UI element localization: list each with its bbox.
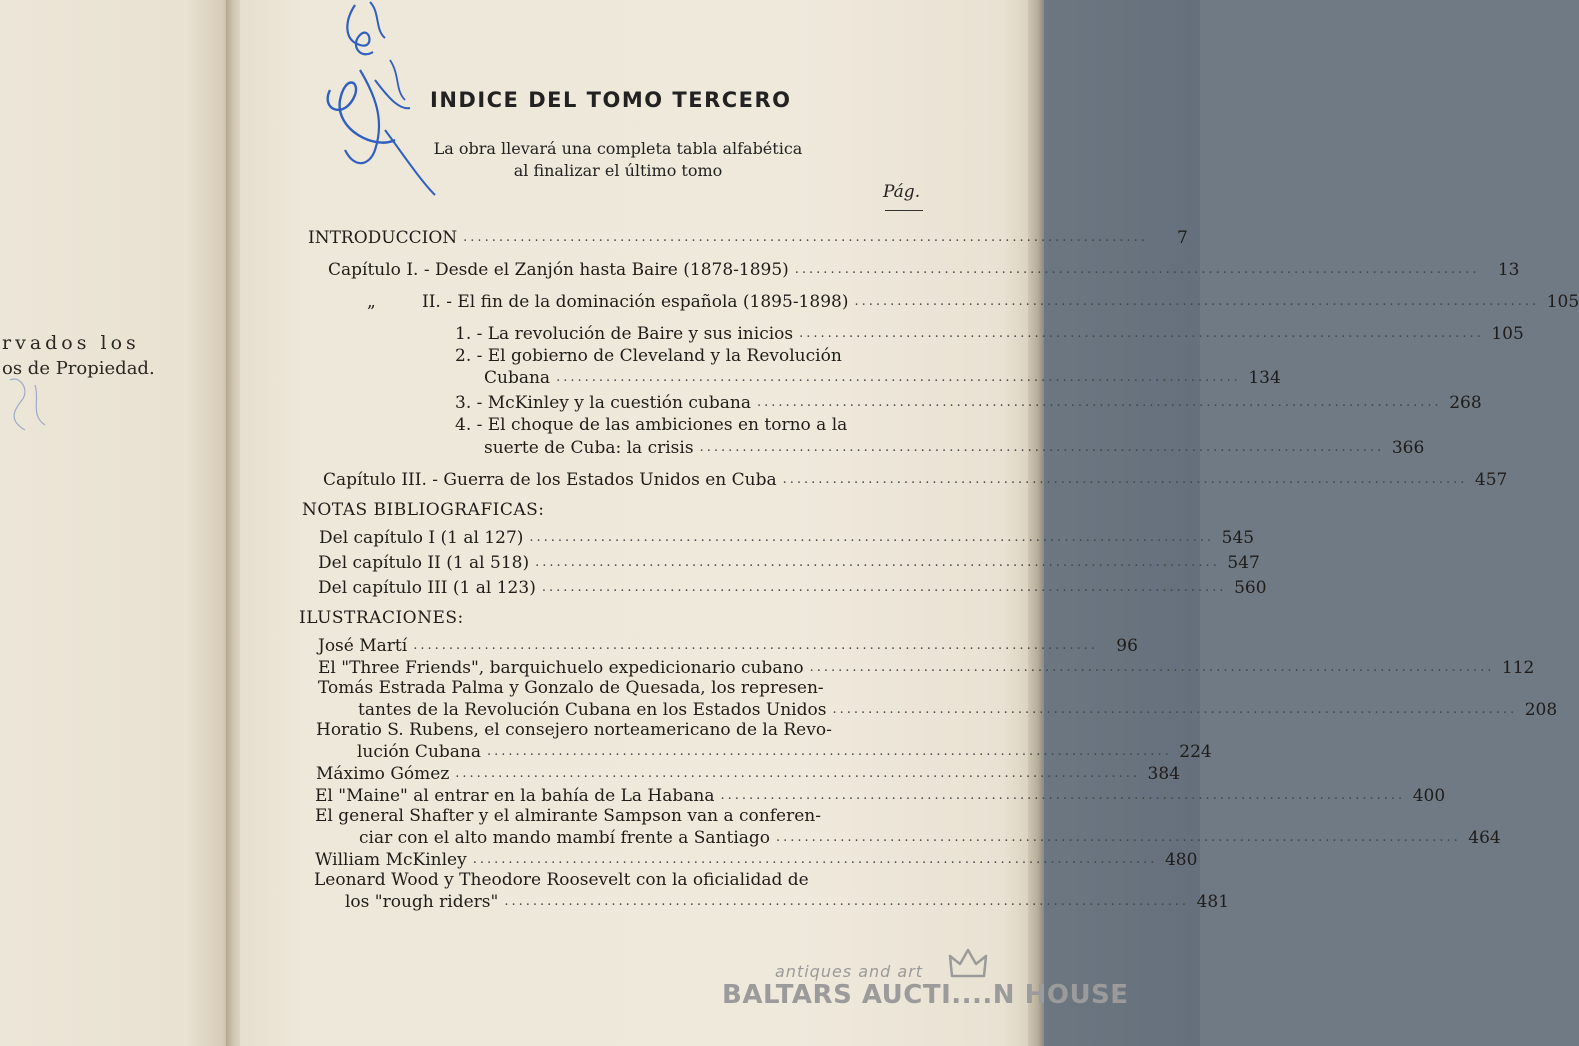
toc-entry-nota-2: [318, 551, 1260, 573]
toc-subentry-2: [484, 366, 1281, 388]
leader-dots: ................................................................................................: [756, 395, 1442, 410]
watermark-brand: BALTARS AUCTI....N HOUSE: [722, 980, 1129, 1010]
toc-entry-label: José Martí: [318, 636, 408, 656]
toc-entry-page: 560: [1234, 578, 1267, 598]
leader-dots: ................................................................................................: [854, 294, 1540, 309]
toc-subentry-4: [484, 436, 1425, 458]
toc-subentry-1: [455, 322, 1524, 344]
toc-entry-label: Máximo Gómez: [316, 764, 450, 784]
leader-dots: ................................................................................................: [699, 440, 1385, 455]
toc-illustration-4: [357, 740, 1212, 762]
toc-subentry-2-line-a: 2. - El gobierno de Cleveland y la Revolución: [455, 346, 842, 366]
subtitle-line-2: al finalizar el último tomo: [513, 161, 723, 180]
toc-entry-page: 268: [1449, 393, 1482, 413]
toc-entry-page: 7: [1177, 228, 1188, 248]
toc-entry-label: ciar con el alto mando mambí frente a Santiago: [359, 828, 771, 848]
index-title: INDICE DEL TOMO TERCERO: [430, 88, 792, 112]
toc-illustration-5: [316, 762, 1180, 784]
toc-illustration-6: [315, 784, 1446, 806]
toc-entry-label: 1. - La revolución de Baire y sus inicios: [455, 324, 794, 344]
leader-dots: ................................................................................................: [794, 262, 1480, 277]
page-edge: [1028, 0, 1044, 1046]
toc-entry-page: 13: [1497, 260, 1520, 280]
toc-illustration-9-line-a: Leonard Wood y Theodore Roosevelt con la oficialidad de: [314, 870, 809, 890]
crown-icon: [948, 946, 988, 980]
toc-entry-label: tantes de la Revolución Cubana en los Estados Unidos: [358, 700, 827, 720]
toc-entry-page: 464: [1468, 828, 1501, 848]
left-page: [0, 0, 232, 1046]
leader-dots: ................................................................................................: [463, 230, 1148, 245]
toc-illustration-2: [318, 656, 1535, 678]
toc-entry-label: Capítulo III. - Guerra de los Estados Unidos en Cuba: [323, 470, 777, 490]
leader-dots: ................................................................................................: [455, 766, 1140, 781]
left-page-text-line-2: os de Propiedad.: [2, 358, 155, 379]
toc-entry-label: Cubana: [484, 368, 551, 388]
toc-entry-label: los "rough riders": [345, 892, 499, 912]
leader-dots: ................................................................................................: [556, 370, 1241, 385]
toc-entry-label: 3. - McKinley y la cuestión cubana: [455, 393, 751, 413]
toc-entry-capitulo-1: [328, 258, 1520, 280]
toc-entry-page: 400: [1412, 786, 1446, 806]
toc-illustration-1: [318, 634, 1138, 656]
page-column-label: Pág.: [883, 182, 921, 202]
toc-illustration-3-line-a: Tomás Estrada Palma y Gonzalo de Quesada, los represen-: [318, 678, 824, 698]
leader-dots: ................................................................................................: [782, 472, 1468, 487]
toc-entry-label: lución Cubana: [357, 742, 481, 762]
toc-illustration-7-line-a: El general Shafter y el almirante Sampson van a conferen-: [315, 806, 821, 826]
toc-entry-page: 481: [1196, 892, 1230, 912]
toc-entry-nota-3: [318, 576, 1267, 598]
watermark-tagline: antiques and art: [775, 962, 924, 981]
toc-subentry-4-line-a: 4. - El choque de las ambiciones en torno a la: [455, 415, 848, 435]
left-signature-mark: [0, 370, 60, 440]
toc-entry-page: 105: [1491, 324, 1524, 344]
toc-illustration-7: [359, 826, 1501, 848]
notas-heading: NOTAS BIBLIOGRAFICAS:: [302, 500, 545, 520]
toc-entry-label: El "Three Friends", barquichuelo expedicionario cubano: [318, 658, 804, 678]
toc-subentry-3: [455, 391, 1482, 413]
toc-illustration-9: [345, 890, 1230, 912]
toc-entry-introduccion: [308, 226, 1188, 248]
toc-entry-label: El "Maine" al entrar en la bahía de La Habana: [315, 786, 715, 806]
toc-entry-page: 366: [1391, 438, 1425, 458]
toc-entry-page: 96: [1116, 636, 1138, 656]
leader-dots: ................................................................................................: [720, 788, 1406, 803]
leader-dots: ................................................................................................: [832, 702, 1518, 717]
toc-entry-page: 457: [1474, 470, 1508, 490]
leader-dots: ................................................................................................: [472, 852, 1158, 867]
toc-illustration-3: [358, 698, 1558, 720]
ilustraciones-heading: ILUSTRACIONES:: [299, 608, 464, 628]
leader-dots: ................................................................................................: [413, 638, 1098, 653]
toc-entry-page: 208: [1524, 700, 1558, 720]
toc-entry-label: II. - El fin de la dominación española (1895-1898): [422, 292, 849, 312]
toc-entry-label: Del capítulo I (1 al 127): [319, 528, 524, 548]
ditto-mark: „: [367, 292, 376, 312]
toc-entry-label: INTRODUCCION: [308, 228, 458, 248]
toc-illustration-4-line-a: Horatio S. Rubens, el consejero norteamericano de la Revo-: [316, 720, 832, 740]
toc-entry-page: 105: [1546, 292, 1579, 312]
toc-illustration-8: [315, 848, 1198, 870]
toc-entry-nota-1: [319, 526, 1255, 548]
page-column-rule: [885, 210, 923, 211]
toc-entry-page: 134: [1248, 368, 1281, 388]
leader-dots: ................................................................................................: [541, 580, 1227, 595]
toc-entry-page: 112: [1501, 658, 1535, 678]
toc-entry-page: 547: [1227, 553, 1260, 573]
toc-entry-label: Del capítulo II (1 al 518): [318, 553, 530, 573]
left-page-text-line-1: rvados los: [2, 332, 140, 354]
toc-entry-capitulo-2: [422, 290, 1579, 312]
leader-dots: ................................................................................................: [504, 894, 1190, 909]
leader-dots: ................................................................................................: [776, 830, 1461, 845]
toc-entry-page: 384: [1147, 764, 1180, 784]
toc-entry-label: suerte de Cuba: la crisis: [484, 438, 694, 458]
toc-entry-label: William McKinley: [315, 850, 467, 870]
toc-entry-capitulo-3: [323, 468, 1508, 490]
toc-entry-label: Capítulo I. - Desde el Zanjón hasta Baire (1878-1895): [328, 260, 789, 280]
leader-dots: ................................................................................................: [809, 660, 1495, 675]
leader-dots: ................................................................................................: [799, 326, 1484, 341]
toc-entry-page: 480: [1164, 850, 1198, 870]
leader-dots: ................................................................................................: [487, 744, 1172, 759]
subtitle-line-1: La obra llevará una completa tabla alfabética: [433, 139, 803, 158]
toc-entry-label: Del capítulo III (1 al 123): [318, 578, 536, 598]
toc-entry-page: 545: [1221, 528, 1255, 548]
leader-dots: ................................................................................................: [535, 555, 1220, 570]
leader-dots: ................................................................................................: [529, 530, 1215, 545]
toc-entry-page: 224: [1179, 742, 1212, 762]
